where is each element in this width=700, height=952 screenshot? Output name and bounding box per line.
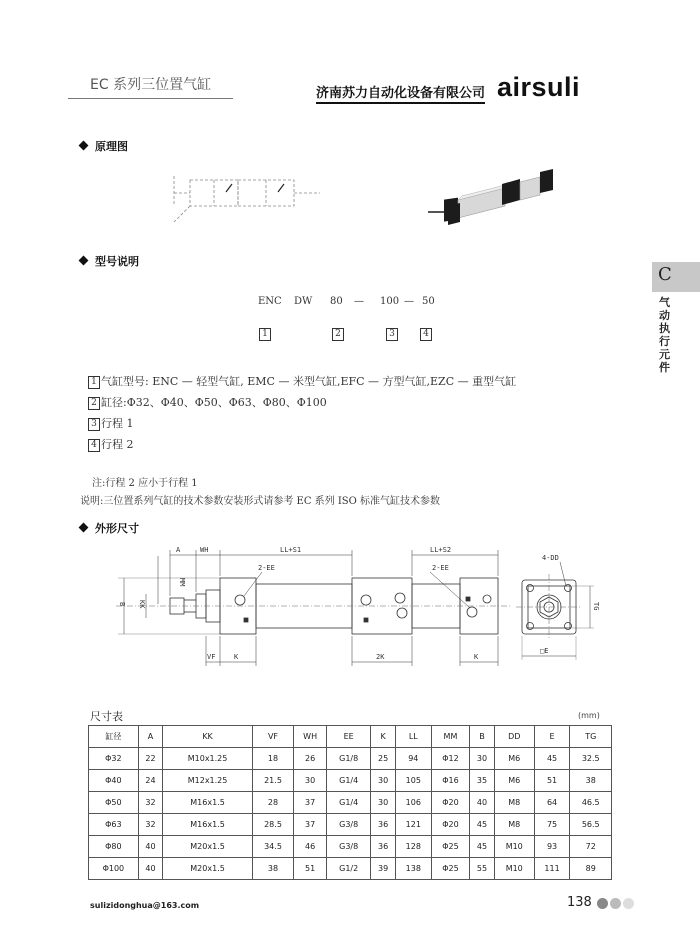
model-part-mount: DW (294, 296, 313, 307)
table-cell: 32 (138, 792, 163, 814)
note-reference: 说明:三位置系列气缸的技术参数安装形式请参考 EC 系列 ISO 标准气缸技术参数 (80, 496, 441, 507)
desc-text-2: 缸径:Φ32、Φ40、Φ50、Φ63、Φ80、Φ100 (101, 396, 327, 409)
table-cell: G1/2 (327, 858, 371, 880)
model-part-series: ENC (258, 296, 282, 307)
table-cell: M10 (494, 836, 534, 858)
table-cell: 34.5 (252, 836, 293, 858)
side-tab-text: 气动执行元件 (659, 296, 670, 374)
table-cell: 40 (138, 836, 163, 858)
model-box-1-wrap (259, 324, 271, 343)
dim-label-k-right: K (474, 653, 479, 661)
desc-text-1: 气缸型号: ENC — 轻型气缸, EMC — 米型气缸,EFC — 方型气缸,EZC — 重型气缸 (101, 375, 517, 388)
table-cell: Φ12 (431, 748, 469, 770)
page-number: 138 (567, 895, 592, 910)
desc-line-2 (88, 394, 327, 410)
table-row (89, 836, 612, 858)
dim-label-ee-right: 2-EE (432, 564, 449, 572)
model-part-stroke1: 100 (380, 296, 400, 307)
table-cell: Φ63 (89, 814, 139, 836)
table-row (89, 770, 612, 792)
col-header: VF (252, 726, 293, 748)
table-cell: 111 (534, 858, 570, 880)
table-cell: 30 (294, 770, 327, 792)
dim-label-kk: KK (138, 600, 146, 609)
page-dot-3 (623, 898, 634, 909)
table-header-row (89, 726, 612, 748)
table-cell: Φ80 (89, 836, 139, 858)
dim-label-ll-s2: LL+S2 (430, 546, 452, 554)
table-cell: 106 (395, 792, 431, 814)
model-box-3-wrap (386, 324, 398, 343)
table-cell: 75 (534, 814, 570, 836)
table-cell: 40 (470, 792, 495, 814)
col-header: KK (163, 726, 252, 748)
side-tab-letter: C (658, 264, 672, 285)
table-cell: M16x1.5 (163, 792, 252, 814)
dim-label-b: B (118, 602, 126, 607)
table-cell: G3/8 (327, 814, 371, 836)
dim-label-mm: MM (178, 578, 186, 587)
col-header: 缸径 (89, 726, 139, 748)
table-cell: Φ40 (89, 770, 139, 792)
desc-text-4: 行程 2 (101, 438, 134, 451)
dim-label-vf: VF (207, 653, 216, 661)
table-cell: M6 (494, 748, 534, 770)
table-cell: 21.5 (252, 770, 293, 792)
table-cell: 72 (570, 836, 612, 858)
table-cell: 38 (252, 858, 293, 880)
page-dot-2 (610, 898, 621, 909)
table-cell: 45 (470, 836, 495, 858)
table-cell: Φ25 (431, 836, 469, 858)
dim-label-k-left: K (234, 653, 239, 661)
table-cell: 94 (395, 748, 431, 770)
table-row (89, 792, 612, 814)
footer-email: sulizidonghua@163.com (90, 901, 200, 910)
table-cell: 105 (395, 770, 431, 792)
table-cell: 45 (534, 748, 570, 770)
note-stroke: 注:行程 2 应小于行程 1 (92, 478, 198, 489)
table-cell: 64 (534, 792, 570, 814)
table-cell: 36 (371, 836, 396, 858)
col-header: WH (294, 726, 327, 748)
col-header: A (138, 726, 163, 748)
dim-label-ee-left: 2-EE (258, 564, 275, 572)
cylinder-photo (428, 169, 553, 225)
section-model-label: 型号说明 (95, 255, 139, 268)
table-cell: Φ20 (431, 814, 469, 836)
model-box-2: 2 (332, 328, 344, 341)
table-cell: 37 (294, 792, 327, 814)
table-cell: 46 (294, 836, 327, 858)
table-cell: 26 (294, 748, 327, 770)
table-cell: 24 (138, 770, 163, 792)
pneumatic-schematic (174, 176, 320, 222)
table-cell: M20x1.5 (163, 858, 252, 880)
table-cell: 55 (470, 858, 495, 880)
dim-label-e: □E (540, 647, 549, 655)
table-unit: (mm) (578, 711, 600, 720)
table-cell: 51 (534, 770, 570, 792)
table-cell: M16x1.5 (163, 814, 252, 836)
dimension-drawing-end (516, 562, 594, 660)
desc-line-3 (88, 415, 134, 431)
table-cell: M12x1.25 (163, 770, 252, 792)
table-cell: 28.5 (252, 814, 293, 836)
company-name: 济南苏力自动化设备有限公司 (316, 82, 485, 104)
table-cell: Φ20 (431, 792, 469, 814)
table-cell: G1/4 (327, 770, 371, 792)
dimension-drawing-side (116, 550, 510, 666)
table-cell: M6 (494, 770, 534, 792)
table-cell: 38 (570, 770, 612, 792)
table-cell: G1/8 (327, 748, 371, 770)
col-header: B (470, 726, 495, 748)
dim-label-2k: 2K (376, 653, 385, 661)
model-part-bore: 80 (330, 296, 343, 307)
dim-label-wh: WH (200, 546, 209, 554)
model-box-3: 3 (386, 328, 398, 341)
table-cell: M8 (494, 792, 534, 814)
table-cell: 128 (395, 836, 431, 858)
table-cell: 18 (252, 748, 293, 770)
desc-text-3: 行程 1 (101, 417, 134, 430)
table-cell: M8 (494, 814, 534, 836)
table-cell: Φ100 (89, 858, 139, 880)
table-cell: 30 (371, 770, 396, 792)
dimension-table (88, 725, 612, 880)
dim-label-dd: 4-DD (542, 554, 559, 562)
model-part-dash2: — (404, 296, 414, 307)
table-cell: 30 (470, 748, 495, 770)
series-title: EC 系列三位置气缸 (90, 77, 212, 93)
table-row (89, 858, 612, 880)
col-header: EE (327, 726, 371, 748)
table-cell: 121 (395, 814, 431, 836)
dim-label-a: A (176, 546, 181, 554)
table-cell: 93 (534, 836, 570, 858)
table-cell: 89 (570, 858, 612, 880)
desc-num-4: 4 (88, 439, 100, 452)
table-cell: 138 (395, 858, 431, 880)
table-cell: G1/4 (327, 792, 371, 814)
table-cell: 35 (470, 770, 495, 792)
desc-num-1: 1 (88, 376, 100, 389)
desc-num-2: 2 (88, 397, 100, 410)
table-cell: 32 (138, 814, 163, 836)
section-dimensions-label: 外形尺寸 (95, 522, 139, 535)
model-part-dash1: — (354, 296, 364, 307)
table-row (89, 814, 612, 836)
table-cell: 22 (138, 748, 163, 770)
col-header: E (534, 726, 570, 748)
table-cell: 39 (371, 858, 396, 880)
table-cell: M10x1.25 (163, 748, 252, 770)
model-box-1: 1 (259, 328, 271, 341)
table-cell: M10 (494, 858, 534, 880)
desc-line-4 (88, 436, 134, 452)
desc-line-1 (88, 373, 516, 389)
table-cell: 37 (294, 814, 327, 836)
desc-num-3: 3 (88, 418, 100, 431)
brand-logo: airsuli (497, 72, 581, 102)
table-cell: 56.5 (570, 814, 612, 836)
table-title: 尺寸表 (90, 710, 123, 723)
table-cell: Φ25 (431, 858, 469, 880)
table-cell: 46.5 (570, 792, 612, 814)
model-box-2-wrap (332, 324, 344, 343)
table-cell: 51 (294, 858, 327, 880)
table-cell: 40 (138, 858, 163, 880)
table-cell: 25 (371, 748, 396, 770)
section-principle-label: 原理图 (95, 140, 128, 153)
table-cell: Φ16 (431, 770, 469, 792)
table-row (89, 748, 612, 770)
col-header: DD (494, 726, 534, 748)
dim-label-ll-s1: LL+S1 (280, 546, 302, 554)
col-header: LL (395, 726, 431, 748)
table-cell: M20x1.5 (163, 836, 252, 858)
table-cell: Φ50 (89, 792, 139, 814)
table-cell: 30 (371, 792, 396, 814)
table-cell: G3/8 (327, 836, 371, 858)
table-cell: 28 (252, 792, 293, 814)
model-part-stroke2: 50 (422, 296, 435, 307)
dim-label-tg: TG (592, 602, 600, 611)
col-header: MM (431, 726, 469, 748)
model-box-4-wrap (420, 324, 432, 343)
table-cell: Φ32 (89, 748, 139, 770)
table-cell: 32.5 (570, 748, 612, 770)
table-cell: 45 (470, 814, 495, 836)
table-cell: 36 (371, 814, 396, 836)
model-box-4: 4 (420, 328, 432, 341)
col-header: TG (570, 726, 612, 748)
col-header: K (371, 726, 396, 748)
page-dot-1 (597, 898, 608, 909)
